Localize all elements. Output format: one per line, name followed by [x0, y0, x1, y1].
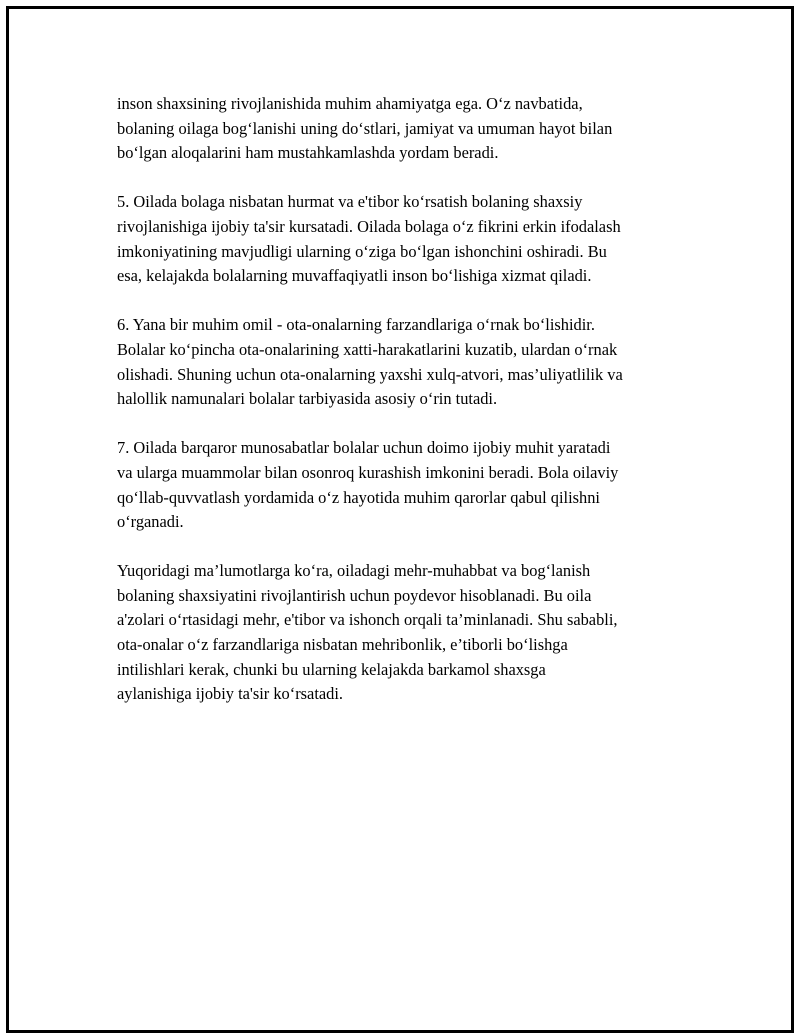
text-line: Yuqoridagi ma’lumotlarga ko‘ra, oiladagi mehr-muhabbat va bog‘lanish — [117, 561, 591, 581]
text-line: Bolalar ko‘pincha ota-onalarining xatti-harakatlarini kuzatib, ulardan o‘rnak — [117, 339, 618, 359]
paragraph-item-5 — [117, 190, 692, 288]
paragraph-intro-continuation — [117, 92, 692, 166]
text-line: olishadi. Shuning uchun ota-onalarning yaxshi xulq-atvori, mas’uliyatlilik va — [117, 364, 623, 384]
text-line: bolaning oilaga bog‘lanishi uning do‘stlari, jamiyat va umuman hayot bilan — [117, 118, 613, 138]
text-line: imkoniyatining mavjudligi ularning o‘ziga bo‘lgan ishonchini oshiradi. Bu — [117, 241, 607, 261]
paragraph-conclusion — [117, 559, 692, 707]
text-line: halollik namunalari bolalar tarbiyasida asosiy o‘rin tutadi. — [117, 389, 498, 409]
paragraph-item-7 — [117, 436, 692, 534]
document-body — [117, 92, 692, 731]
text-line: rivojlanishiga ijobiy ta'sir kursatadi. Oilada bolaga o‘z fikrini erkin ifodalash — [117, 216, 621, 236]
paragraph-item-6 — [117, 313, 692, 411]
text-line: o‘rganadi. — [117, 512, 184, 532]
text-line: 6. Yana bir muhim omil - ota-onalarning farzandlariga o‘rnak bo‘lishidir. — [117, 315, 595, 335]
text-line: 5. Oilada bolaga nisbatan hurmat va e'tibor ko‘rsatish bolaning shaxsiy — [117, 192, 583, 212]
text-line: esa, kelajakda bolalarning muvaffaqiyatli inson bo‘lishiga xizmat qiladi. — [117, 266, 592, 286]
text-line: ota-onalar o‘z farzandlariga nisbatan mehribonlik, e’tiborli bo‘lishga — [117, 635, 568, 655]
text-line: a'zolari o‘rtasidagi mehr, e'tibor va ishonch orqali ta’minlanadi. Shu sababli, — [117, 610, 618, 630]
text-line: va ularga muammolar bilan osonroq kurashish imkonini beradi. Bola oilaviy — [117, 462, 619, 482]
text-line: intilishlari kerak, chunki bu ularning kelajakda barkamol shaxsga — [117, 659, 546, 679]
text-line: qo‘llab-quvvatlash yordamida o‘z hayotida muhim qarorlar qabul qilishni — [117, 487, 600, 507]
text-line: inson shaxsining rivojlanishida muhim ahamiyatga ega. O‘z navbatida, — [117, 94, 583, 113]
text-line: 7. Oilada barqaror munosabatlar bolalar uchun doimo ijobiy muhit yaratadi — [117, 438, 611, 458]
text-line: aylanishiga ijobiy ta'sir ko‘rsatadi. — [117, 684, 343, 704]
text-line: bo‘lgan aloqalarini ham mustahkamlashda yordam beradi. — [117, 143, 499, 163]
text-line: bolaning shaxsiyatini rivojlantirish uchun poydevor hisoblanadi. Bu oila — [117, 585, 592, 605]
